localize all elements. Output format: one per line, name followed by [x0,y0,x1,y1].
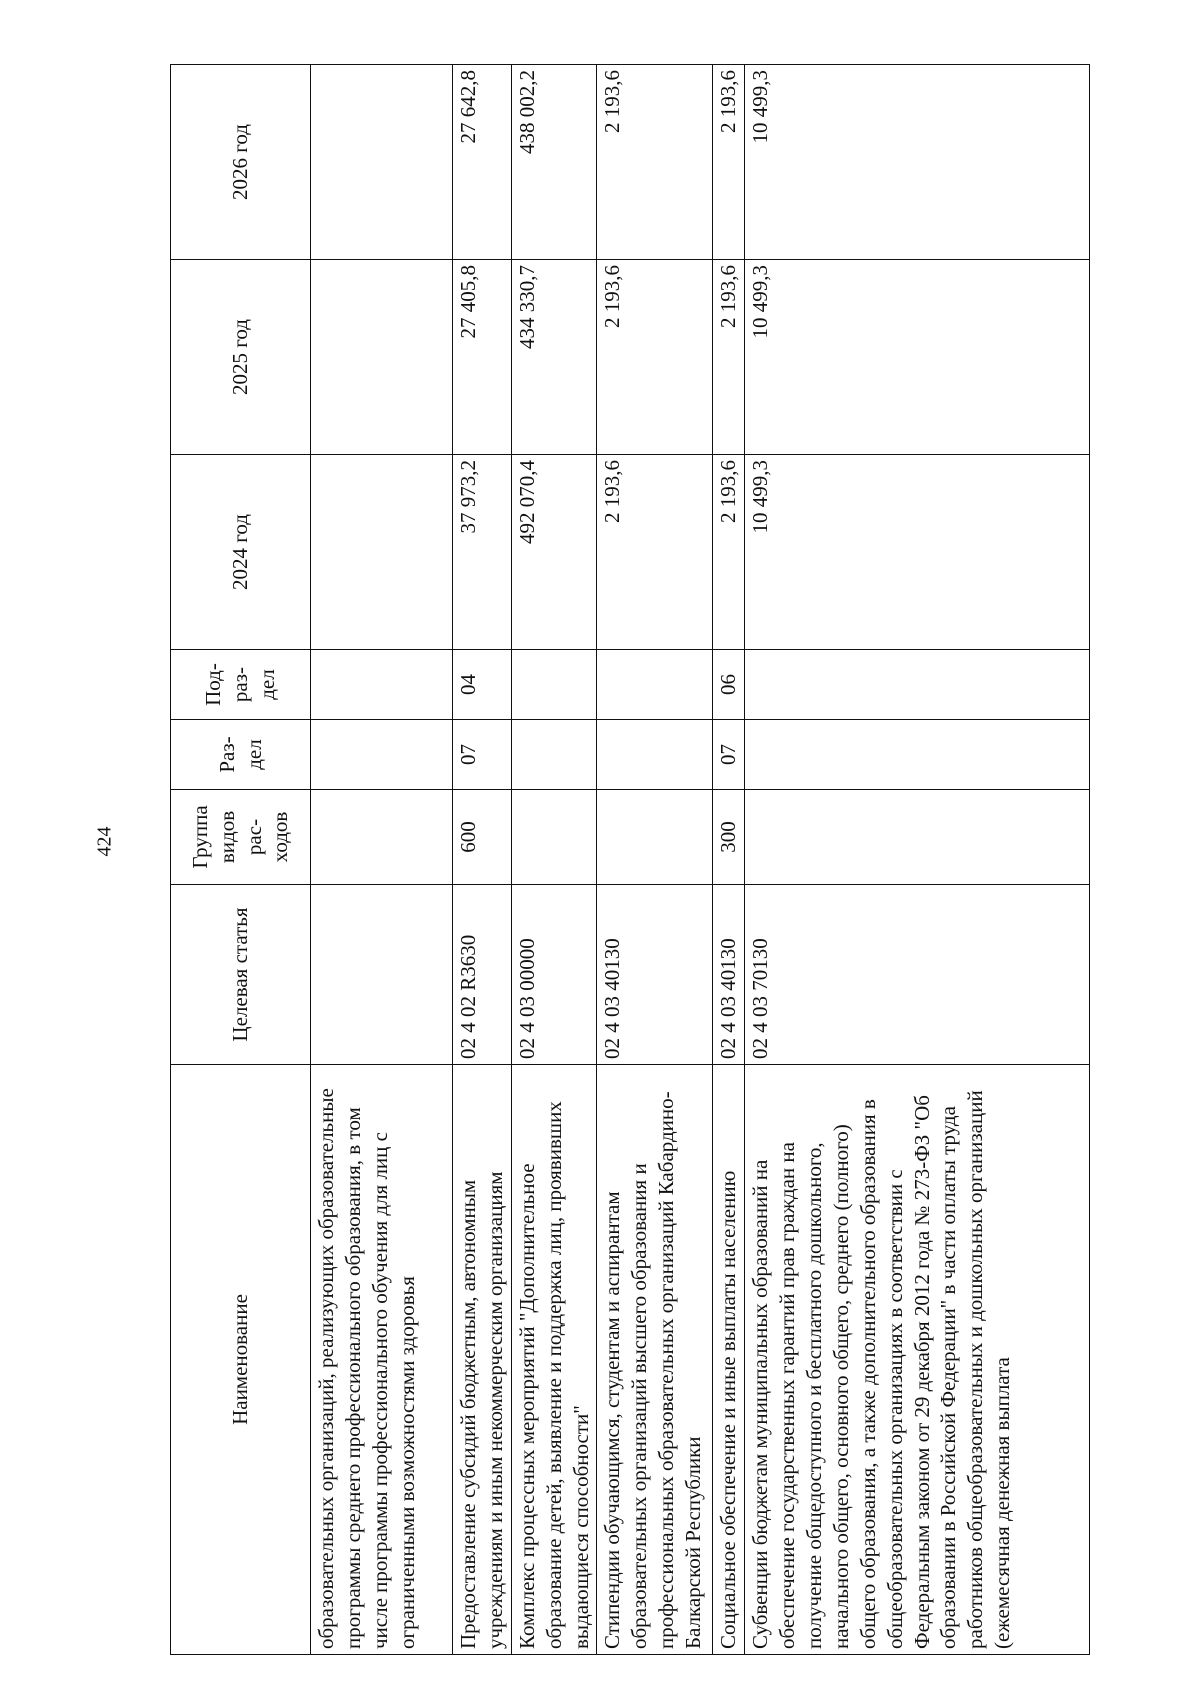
header-2025: 2025 год [171,260,311,455]
row-2024 [311,455,453,650]
row-subsection [597,650,713,720]
row-name: Субвенции бюджетам муниципальных образований на обеспечение государственных гарантий прав граждан на получение общедоступного и бесплатного дошкольного, начального общего, основного общего, среднего (полного) общего образования, а также дополнительного образования в общеобразовательных организациях в соответствии с Федеральным законом от 29 декабря 2012 года № 273-ФЗ "Об образовании в Российской Федерации" в части оплаты труда работников общеобразовательных и дошкольных организаций (ежемесячная денежная выплата [745,1065,1090,1655]
row-2026: 438 002,2 [511,65,597,260]
header-target-article: Целевая статья [171,885,311,1065]
page-number: 424 [93,826,116,857]
row-section [745,720,1090,790]
row-2024: 492 070,4 [511,455,597,650]
row-2025: 10 499,3 [745,260,1090,455]
row-target: 02 4 03 40130 [597,885,713,1065]
row-target: 02 4 03 40130 [713,885,745,1065]
rotated-page-content [170,65,1090,1655]
row-2024: 2 193,6 [597,455,713,650]
row-subsection: 06 [713,650,745,720]
row-section: 07 [713,720,745,790]
row-2024: 10 499,3 [745,455,1090,650]
row-name: Стипендии обучающимся, студентам и аспирантам образовательных организаций высшего образования и профессиональных образовательных организаций Кабардино-Балкарской Республики [597,1065,713,1655]
header-subsection: Под-раз-дел [171,650,311,720]
table-row [453,65,512,1655]
table-row [311,65,453,1655]
row-subsection [745,650,1090,720]
row-group [597,790,713,885]
row-2026 [311,65,453,260]
row-section: 07 [453,720,512,790]
row-2026: 27 642,8 [453,65,512,260]
header-section: Раз-дел [171,720,311,790]
row-subsection: 04 [453,650,512,720]
row-target [311,885,453,1065]
row-2025: 2 193,6 [713,260,745,455]
header-expense-group: Группа видов рас-ходов [171,790,311,885]
row-2024: 2 193,6 [713,455,745,650]
row-group [311,790,453,885]
row-group [745,790,1090,885]
row-name: Комплекс процессных мероприятий "Дополнительное образование детей, выявление и поддержка лиц, проявивших выдающиеся способности" [511,1065,597,1655]
header-2026: 2026 год [171,65,311,260]
row-2025: 434 330,7 [511,260,597,455]
row-group [511,790,597,885]
table-header-row [171,65,311,1655]
row-subsection [311,650,453,720]
row-target: 02 4 03 00000 [511,885,597,1065]
row-2025: 2 193,6 [597,260,713,455]
header-name: Наименование [171,1065,311,1655]
row-group: 600 [453,790,512,885]
row-target: 02 4 02 R3630 [453,885,512,1065]
row-section [597,720,713,790]
row-2026: 2 193,6 [597,65,713,260]
table-row [713,65,745,1655]
row-2024: 37 973,2 [453,455,512,650]
header-2024: 2024 год [171,455,311,650]
row-2025: 27 405,8 [453,260,512,455]
row-2026: 2 193,6 [713,65,745,260]
row-2026: 10 499,3 [745,65,1090,260]
table-row [745,65,1090,1655]
row-group: 300 [713,790,745,885]
table-row [597,65,713,1655]
row-name: Социальное обеспечение и иные выплаты населению [713,1065,745,1655]
row-subsection [511,650,597,720]
row-section [511,720,597,790]
row-name: Предоставление субсидий бюджетным, автономным учреждениям и иным некоммерческим организациям [453,1065,512,1655]
row-name: образовательных организаций, реализующих образовательные программы среднего профессионального образования, в том числе программы профессионального обучения для лиц с ограниченными возможностями здоровья [311,1065,453,1655]
row-2025 [311,260,453,455]
row-target: 02 4 03 70130 [745,885,1090,1065]
table-row [511,65,597,1655]
budget-table [170,64,1090,1655]
row-section [311,720,453,790]
